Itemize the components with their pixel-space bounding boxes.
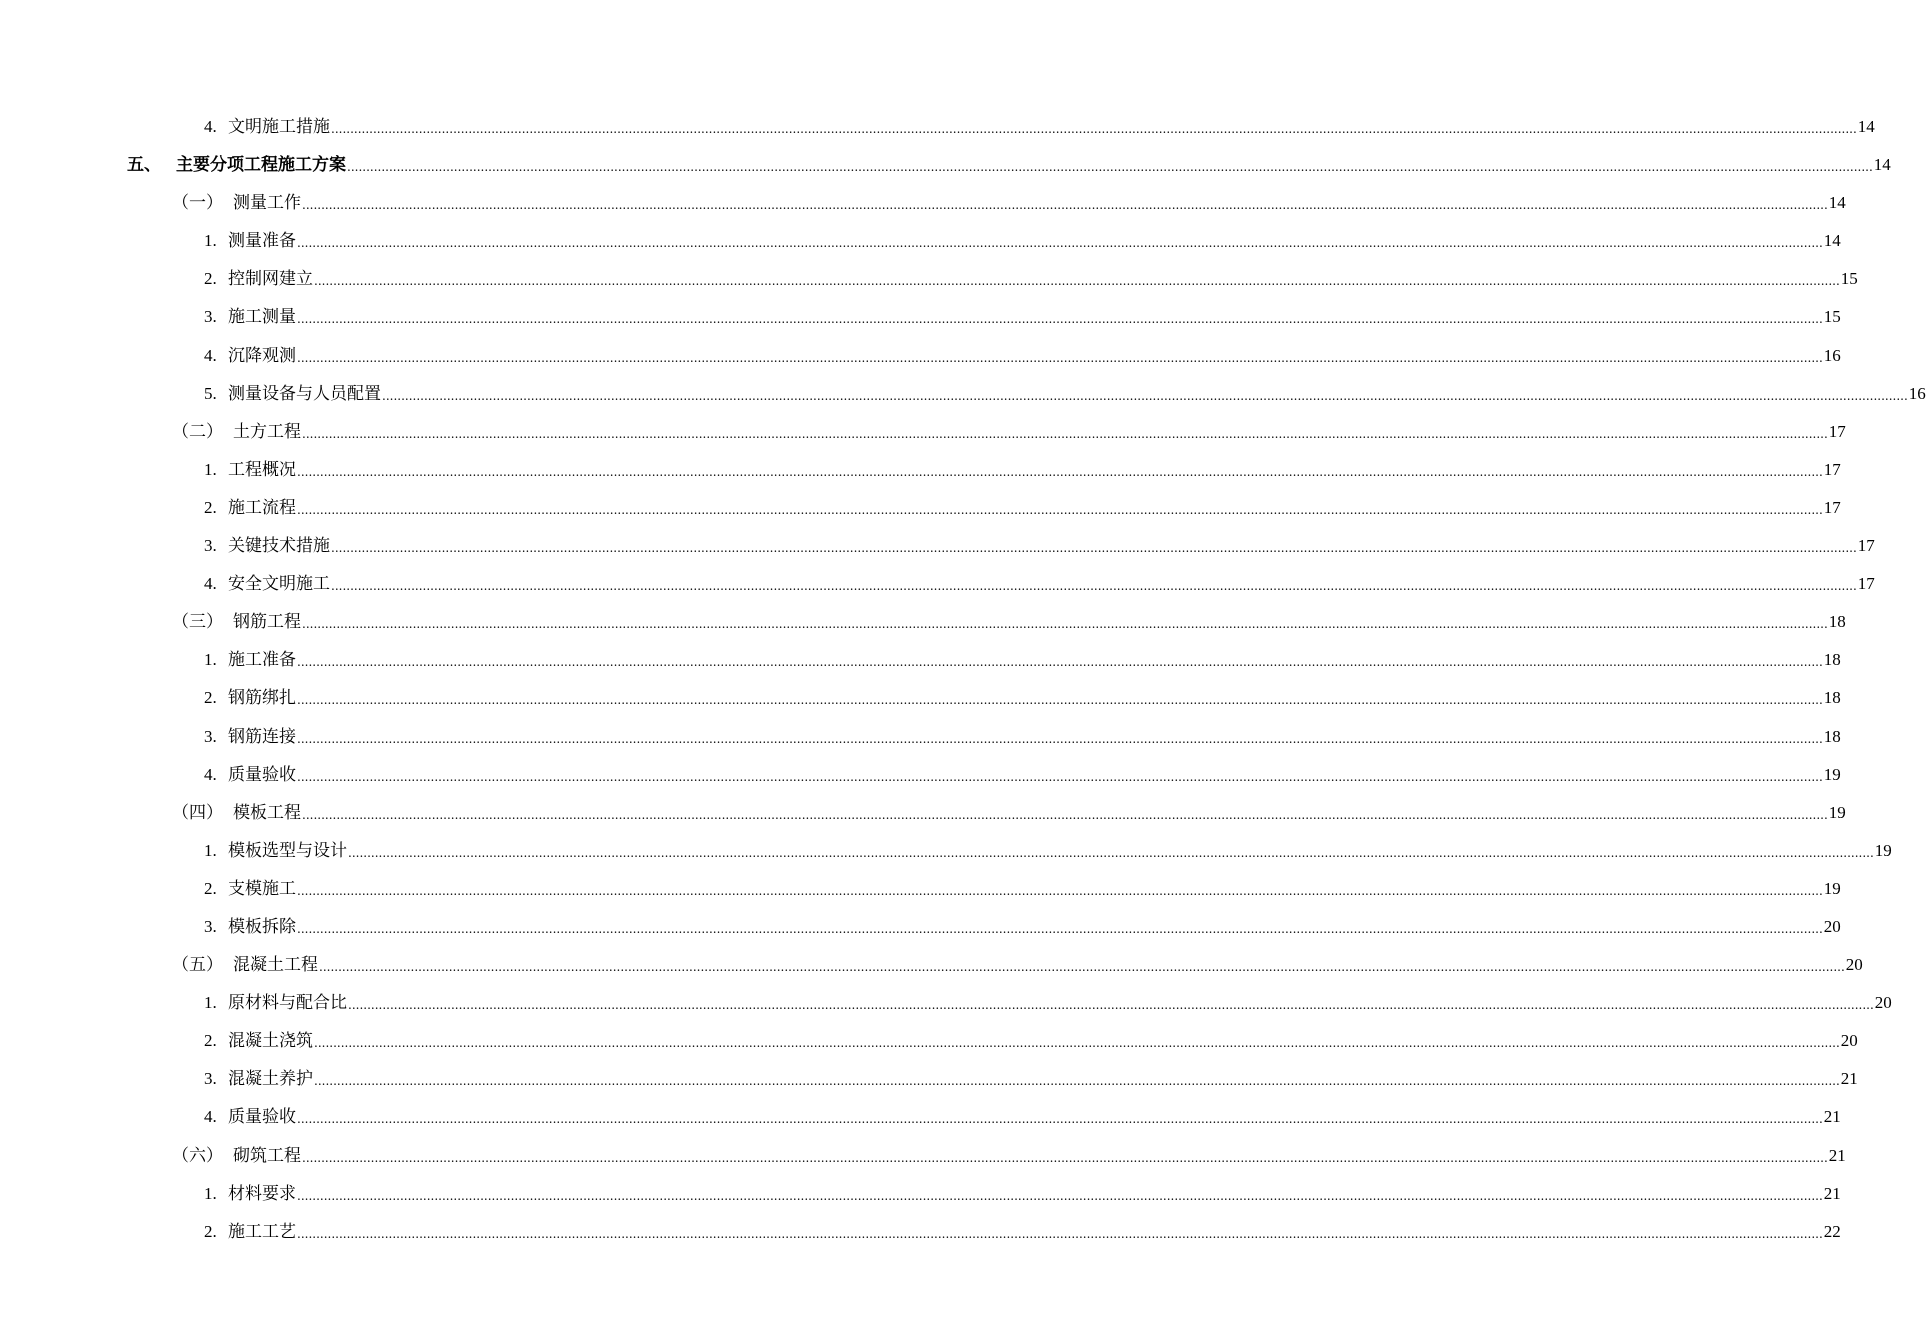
toc-entry[interactable] <box>0 603 1846 641</box>
toc-entry-line <box>228 383 1926 404</box>
toc-entry-title: 控制网建立 <box>228 269 313 290</box>
toc-leader-dots: ................................................................................................................................................................................................................................................................................................................................................................................................................ <box>382 388 1908 403</box>
toc-entry[interactable] <box>0 184 1846 222</box>
toc-entry-line <box>228 497 1841 518</box>
toc-leader-dots: ................................................................................................................................................................................................................................................................................................................................................................................................................ <box>302 198 1828 213</box>
toc-leader-dots: ................................................................................................................................................................................................................................................................................................................................................................................................................ <box>297 921 1823 936</box>
toc-entry[interactable] <box>0 337 1841 375</box>
toc-entry-line <box>228 574 1875 595</box>
toc-entry-number: 3. <box>204 916 217 936</box>
toc-entry-title: 钢筋连接 <box>228 726 296 747</box>
toc-entry-title: 模板选型与设计 <box>228 840 347 861</box>
toc-leader-dots: ................................................................................................................................................................................................................................................................................................................................................................................................................ <box>314 274 1840 289</box>
toc-entry-page: 17 <box>1857 536 1875 556</box>
toc-entry-number: 1. <box>204 459 217 479</box>
toc-entry-title: 混凝土浇筑 <box>228 1031 313 1052</box>
toc-entry[interactable] <box>0 489 1841 527</box>
toc-entry-line <box>176 155 1891 176</box>
toc-entry-line <box>233 421 1846 442</box>
toc-entry-title: 沉降观测 <box>228 345 296 366</box>
toc-entry-number: 4. <box>204 1107 217 1127</box>
toc-entry-page: 18 <box>1828 612 1846 632</box>
toc-entry[interactable] <box>0 222 1841 260</box>
toc-entry-page: 14 <box>1857 117 1875 136</box>
toc-entry[interactable] <box>0 298 1841 336</box>
toc-entry-title: 关键技术措施 <box>228 536 330 557</box>
toc-leader-dots: ................................................................................................................................................................................................................................................................................................................................................................................................................ <box>347 160 1873 175</box>
toc-entry-line <box>228 840 1892 861</box>
toc-entry[interactable] <box>0 946 1863 984</box>
toc-entry-page: 14 <box>1823 231 1841 251</box>
toc-entry-title: 测量工作 <box>233 193 301 214</box>
toc-entry[interactable] <box>0 146 1891 184</box>
toc-entry-title: 材料要求 <box>228 1183 296 1204</box>
toc-leader-dots: ................................................................................................................................................................................................................................................................................................................................................................................................................ <box>348 998 1874 1013</box>
toc-entry[interactable] <box>0 1022 1858 1060</box>
toc-entry-page: 15 <box>1823 307 1841 327</box>
toc-leader-dots: ................................................................................................................................................................................................................................................................................................................................................................................................................ <box>348 845 1874 860</box>
toc-entry-number: （六） <box>172 1145 223 1166</box>
toc-entry-number: 5. <box>204 383 217 403</box>
toc-entry[interactable] <box>0 527 1875 565</box>
toc-entry-page: 22 <box>1823 1221 1841 1241</box>
toc-leader-dots: ................................................................................................................................................................................................................................................................................................................................................................................................................ <box>297 655 1823 670</box>
toc-entry-title: 施工测量 <box>228 307 296 328</box>
toc-entry-title: 施工工艺 <box>228 1221 296 1242</box>
table-of-contents <box>0 108 1926 1251</box>
toc-entry-number: 1. <box>204 840 217 860</box>
toc-entry-page: 14 <box>1873 155 1891 175</box>
toc-entry-number: 4. <box>204 574 217 594</box>
toc-entry-page: 16 <box>1823 345 1841 365</box>
toc-entry-page: 20 <box>1874 993 1892 1013</box>
toc-entry[interactable] <box>0 641 1841 679</box>
toc-entry-page: 17 <box>1823 459 1841 479</box>
toc-leader-dots: ................................................................................................................................................................................................................................................................................................................................................................................................................ <box>297 350 1823 365</box>
toc-entry-number: （二） <box>172 421 223 442</box>
toc-entry-title: 砌筑工程 <box>233 1145 301 1166</box>
toc-leader-dots: ................................................................................................................................................................................................................................................................................................................................................................................................................ <box>302 426 1828 441</box>
toc-entry-line <box>228 536 1875 557</box>
toc-entry-title: 模板工程 <box>233 802 301 823</box>
toc-entry-page: 19 <box>1874 840 1892 860</box>
toc-entry-page: 19 <box>1823 764 1841 784</box>
toc-entry-title: 文明施工措施 <box>228 117 330 137</box>
toc-entry-title: 工程概况 <box>228 459 296 480</box>
toc-entry-page: 21 <box>1823 1183 1841 1203</box>
toc-entry-line <box>228 916 1841 937</box>
toc-entry-number: （一） <box>172 193 223 214</box>
toc-leader-dots: ................................................................................................................................................................................................................................................................................................................................................................................................................ <box>297 769 1823 784</box>
toc-entry[interactable] <box>0 451 1841 489</box>
toc-entry[interactable] <box>0 832 1892 870</box>
toc-entry-title: 质量验收 <box>228 764 296 785</box>
toc-leader-dots: ................................................................................................................................................................................................................................................................................................................................................................................................................ <box>297 236 1823 251</box>
toc-leader-dots: ................................................................................................................................................................................................................................................................................................................................................................................................................ <box>297 1188 1823 1203</box>
toc-entry-number: 1. <box>204 993 217 1013</box>
toc-entry-page: 17 <box>1857 574 1875 594</box>
toc-entry-number: 3. <box>204 1069 217 1089</box>
toc-leader-dots: ................................................................................................................................................................................................................................................................................................................................................................................................................ <box>297 693 1823 708</box>
toc-entry[interactable] <box>0 565 1875 603</box>
toc-entry[interactable] <box>0 1213 1841 1251</box>
toc-entry-page: 15 <box>1840 269 1858 289</box>
toc-entry-title: 模板拆除 <box>228 916 296 937</box>
toc-entry-page: 20 <box>1845 955 1863 975</box>
toc-entry-number: 1. <box>204 650 217 670</box>
toc-entry-page: 21 <box>1823 1107 1841 1127</box>
toc-leader-dots: ................................................................................................................................................................................................................................................................................................................................................................................................................ <box>297 502 1823 517</box>
toc-entry-title: 施工流程 <box>228 497 296 518</box>
toc-entry-title: 主要分项工程施工方案 <box>176 155 346 176</box>
toc-entry-line <box>228 1031 1858 1052</box>
toc-entry-title: 安全文明施工 <box>228 574 330 595</box>
toc-leader-dots: ................................................................................................................................................................................................................................................................................................................................................................................................................ <box>319 960 1845 975</box>
toc-entry-line <box>228 1221 1841 1242</box>
toc-entry[interactable] <box>0 413 1846 451</box>
toc-entry-page: 17 <box>1823 497 1841 517</box>
toc-entry-line <box>233 1145 1846 1166</box>
toc-entry-line <box>228 726 1841 747</box>
toc-leader-dots: ................................................................................................................................................................................................................................................................................................................................................................................................................ <box>331 541 1857 556</box>
toc-entry-number: 2. <box>204 1031 217 1051</box>
toc-entry-number: 4. <box>204 117 217 136</box>
toc-entry-page: 14 <box>1828 193 1846 213</box>
toc-entry-number: （四） <box>172 802 223 823</box>
toc-entry-line <box>228 269 1858 290</box>
toc-entry-title: 钢筋绑扎 <box>228 688 296 709</box>
toc-entry-page: 18 <box>1823 650 1841 670</box>
toc-entry[interactable] <box>0 870 1841 908</box>
toc-entry[interactable] <box>0 375 1926 413</box>
toc-entry-number: 4. <box>204 764 217 784</box>
toc-entry-page: 20 <box>1823 916 1841 936</box>
toc-entry-line <box>228 231 1841 252</box>
toc-entry[interactable] <box>0 1175 1841 1213</box>
toc-entry-number: 3. <box>204 307 217 327</box>
toc-entry-number: 2. <box>204 269 217 289</box>
toc-entry-page: 19 <box>1823 878 1841 898</box>
toc-entry-line <box>228 459 1841 480</box>
toc-entry-page: 16 <box>1908 383 1926 403</box>
toc-entry-number: 1. <box>204 1183 217 1203</box>
toc-entry-line <box>228 878 1841 899</box>
toc-leader-dots: ................................................................................................................................................................................................................................................................................................................................................................................................................ <box>297 883 1823 898</box>
toc-entry-page: 21 <box>1828 1145 1846 1165</box>
toc-entry-number: 4. <box>204 345 217 365</box>
toc-entry-page: 18 <box>1823 726 1841 746</box>
toc-entry-line <box>233 955 1863 976</box>
toc-entry-title: 土方工程 <box>233 421 301 442</box>
toc-entry-title: 测量准备 <box>228 231 296 252</box>
toc-entry-title: 混凝土工程 <box>233 955 318 976</box>
toc-entry-line <box>233 193 1846 214</box>
toc-entry-number: 2. <box>204 1221 217 1241</box>
toc-entry-title: 混凝土养护 <box>228 1069 313 1090</box>
toc-entry-number: 2. <box>204 497 217 517</box>
toc-entry-number: 1. <box>204 231 217 251</box>
toc-entry-title: 质量验收 <box>228 1107 296 1128</box>
toc-entry[interactable] <box>0 260 1858 298</box>
toc-entry-title: 钢筋工程 <box>233 612 301 633</box>
toc-entry[interactable] <box>0 1098 1841 1136</box>
toc-entry-title: 施工准备 <box>228 650 296 671</box>
toc-entry-page: 17 <box>1828 421 1846 441</box>
toc-leader-dots: ................................................................................................................................................................................................................................................................................................................................................................................................................ <box>297 312 1823 327</box>
toc-entry[interactable] <box>0 794 1846 832</box>
toc-entry-line <box>233 802 1846 823</box>
toc-entry-number: 2. <box>204 688 217 708</box>
toc-entry[interactable] <box>0 718 1841 756</box>
toc-entry-line <box>228 764 1841 785</box>
toc-entry-page: 18 <box>1823 688 1841 708</box>
toc-entry-page: 20 <box>1840 1031 1858 1051</box>
toc-entry[interactable] <box>0 908 1841 946</box>
toc-leader-dots: ................................................................................................................................................................................................................................................................................................................................................................................................................ <box>302 617 1828 632</box>
toc-entry-line <box>228 1107 1841 1128</box>
toc-entry[interactable] <box>0 1137 1846 1175</box>
toc-entry-line <box>228 1183 1841 1204</box>
toc-entry[interactable] <box>0 984 1892 1022</box>
toc-entry-number: 五、 <box>127 155 161 176</box>
toc-entry[interactable] <box>0 1060 1858 1098</box>
toc-entry-line <box>228 117 1875 137</box>
toc-entry-line <box>228 688 1841 709</box>
toc-entry-number: 3. <box>204 726 217 746</box>
toc-entry-page: 19 <box>1828 802 1846 822</box>
toc-entry-title: 测量设备与人员配置 <box>228 383 381 404</box>
toc-entry[interactable] <box>0 756 1841 794</box>
toc-entry-number: （五） <box>172 955 223 976</box>
toc-leader-dots: ................................................................................................................................................................................................................................................................................................................................................................................................................ <box>314 1074 1840 1089</box>
toc-entry-number: 3. <box>204 536 217 556</box>
toc-leader-dots: ................................................................................................................................................................................................................................................................................................................................................................................................................ <box>297 731 1823 746</box>
toc-entry-number: 2. <box>204 878 217 898</box>
toc-leader-dots: ................................................................................................................................................................................................................................................................................................................................................................................................................ <box>297 1226 1823 1241</box>
toc-entry[interactable] <box>0 679 1841 717</box>
toc-leader-dots: ................................................................................................................................................................................................................................................................................................................................................................................................................ <box>314 1036 1840 1051</box>
toc-leader-dots: ................................................................................................................................................................................................................................................................................................................................................................................................................ <box>297 464 1823 479</box>
toc-leader-dots: ................................................................................................................................................................................................................................................................................................................................................................................................................ <box>331 579 1857 594</box>
toc-leader-dots: ................................................................................................................................................................................................................................................................................................................................................................................................................ <box>297 1112 1823 1127</box>
toc-entry-line <box>228 307 1841 328</box>
toc-entry-line <box>228 1069 1858 1090</box>
toc-leader-dots: ................................................................................................................................................................................................................................................................................................................................................................................................................ <box>302 807 1828 822</box>
toc-entry-line <box>233 612 1846 633</box>
toc-entry-page: 21 <box>1840 1069 1858 1089</box>
toc-leader-dots: ................................................................................................................................................................................................................................................................................................................................................................................................................ <box>302 1150 1828 1165</box>
toc-entry-line <box>228 993 1892 1014</box>
toc-entry-title: 支模施工 <box>228 878 296 899</box>
toc-entry-number: （三） <box>172 612 223 633</box>
toc-entry-line <box>228 650 1841 671</box>
toc-entry-title: 原材料与配合比 <box>228 993 347 1014</box>
toc-entry[interactable] <box>0 108 1875 146</box>
toc-leader-dots: ................................................................................................................................................................................................................................................................................................................................................................................................................ <box>331 122 1857 136</box>
toc-entry-line <box>228 345 1841 366</box>
